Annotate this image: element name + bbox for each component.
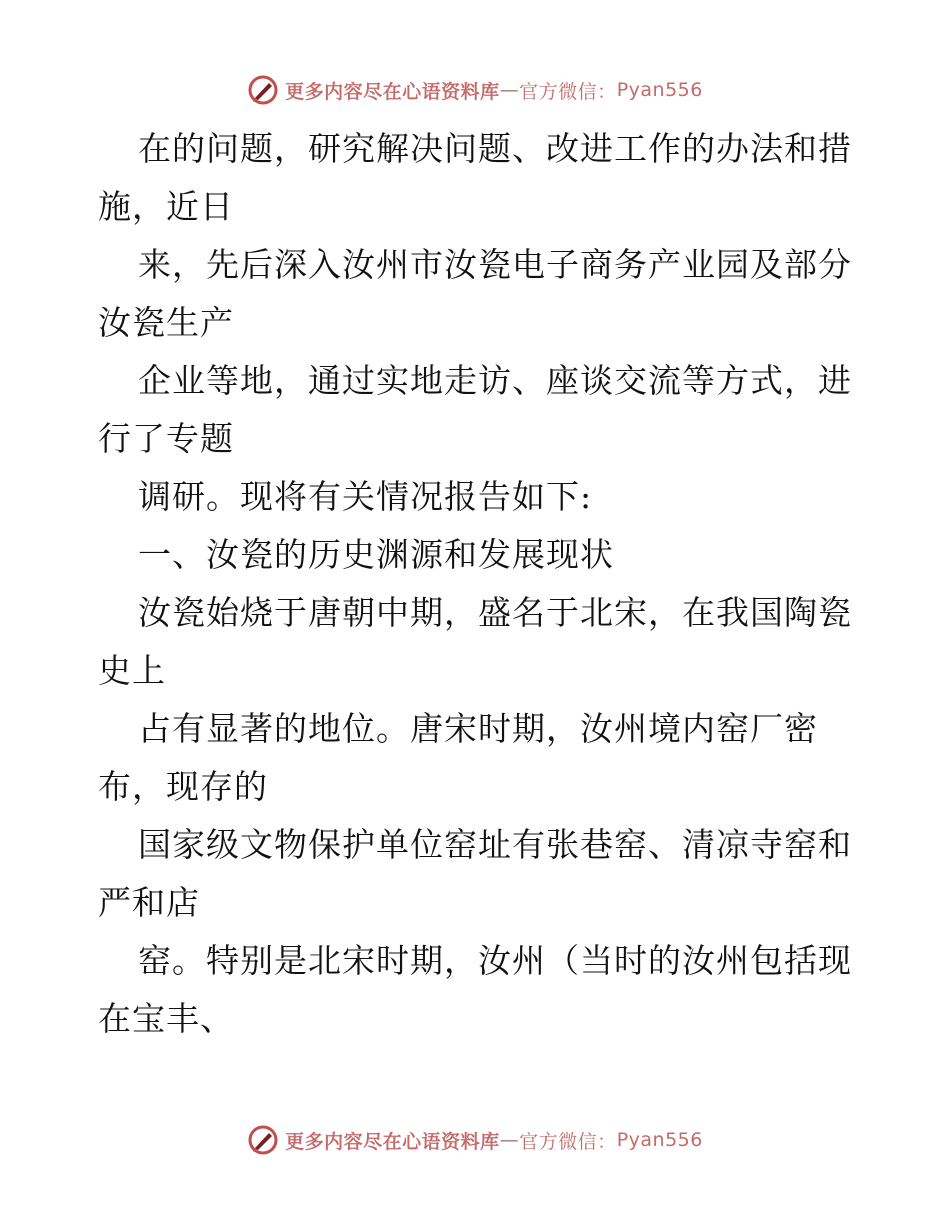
text-line: 在的问题，研究解决问题、改进工作的办法和措: [138, 129, 852, 168]
document-body: [98, 120, 858, 1048]
watermark-separator: —: [499, 1129, 520, 1151]
footer-watermark: [0, 1120, 950, 1160]
pen-logo-icon: [247, 74, 279, 106]
text-line: 国家级文物保护单位窑址有张巷窑、清凉寺窑和: [138, 825, 852, 864]
text-line: 汝瓷生产: [98, 303, 234, 342]
text-line: 一、汝瓷的历史渊源和发展现状: [138, 535, 614, 574]
text-line: 占有显著的地位。唐宋时期，汝州境内窑厂密: [138, 709, 818, 748]
text-line: 汝瓷始烧于唐朝中期，盛名于北宋，在我国陶瓷: [138, 593, 852, 632]
watermark-wechat-id: Pyan556: [616, 1129, 703, 1151]
watermark-text: 更多内容尽在心语资料库: [285, 80, 500, 103]
text-line: 史上: [98, 651, 166, 690]
watermark-wechat-label: 官方微信：: [519, 1130, 617, 1153]
text-line: 来，先后深入汝州市汝瓷电子商务产业园及部分: [138, 245, 852, 284]
text-line: 布，现存的: [98, 767, 268, 806]
watermark-wechat-label: 官方微信：: [519, 80, 617, 103]
text-line: 窑。特别是北宋时期，汝州（当时的汝州包括现: [138, 941, 852, 980]
watermark-separator: —: [499, 79, 520, 101]
text-line: 严和店: [98, 883, 200, 922]
text-line: 企业等地，通过实地走访、座谈交流等方式，进: [138, 361, 852, 400]
watermark-wechat-id: Pyan556: [616, 79, 703, 101]
text-line: 调研。现将有关情况报告如下:: [138, 477, 593, 516]
header-watermark: [0, 70, 950, 110]
text-line: 施，近日: [98, 187, 234, 226]
text-line: 在宝丰、: [98, 999, 234, 1038]
text-line: 行了专题: [98, 419, 234, 458]
pen-logo-icon: [247, 1124, 279, 1156]
watermark-text: 更多内容尽在心语资料库: [285, 1130, 500, 1153]
